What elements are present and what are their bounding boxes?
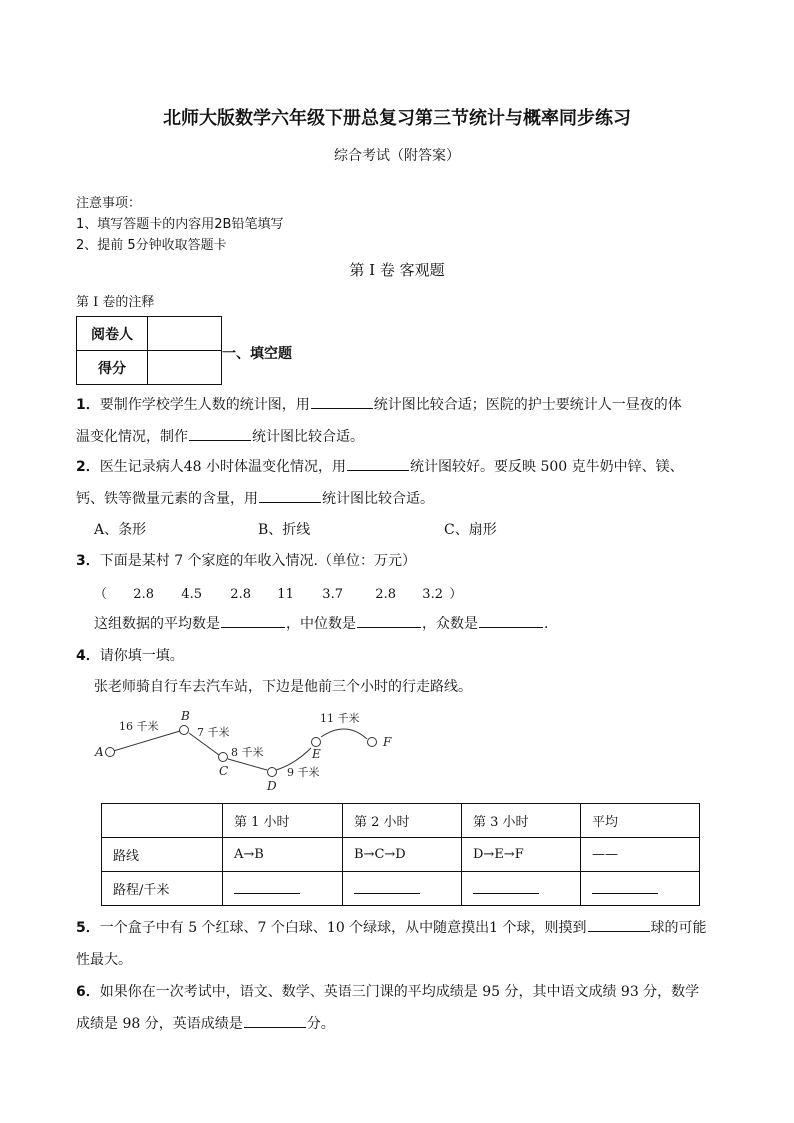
- question-3-line-2: 这组数据的平均数是 ，中位数是 ，众数是 .: [94, 613, 548, 633]
- route-point-c: C: [219, 764, 229, 778]
- route-point-e-icon: [312, 738, 321, 747]
- route-table: [101, 803, 700, 906]
- answer-blank[interactable]: [259, 488, 321, 503]
- part-title: 第 I 卷 客观题: [349, 261, 445, 279]
- answer-blank[interactable]: [311, 394, 373, 409]
- route-point-d: D: [267, 779, 277, 793]
- answer-blank[interactable]: [588, 917, 650, 932]
- question-number: 3．: [76, 553, 100, 569]
- question-3-line-1: 3．下面是某村 7 个家庭的年收入情况.（单位：万元）: [76, 553, 417, 569]
- question-5-line-1: 5．一个盒子中有 5 个红球、7 个白球、10 个绿球，从中随意摸出1 个球，则摸到 球的可能: [76, 917, 707, 937]
- table-cell: [581, 872, 700, 906]
- notice-item-1: 1、填写答题卡的内容用2B铅笔填写: [76, 217, 284, 232]
- page-subtitle: 综合考试（附答案）: [334, 148, 460, 164]
- question-number: 1．: [76, 397, 100, 413]
- route-point-d-icon: [268, 768, 277, 777]
- answer-blank[interactable]: [347, 456, 409, 471]
- segment-cd: 8 千米: [231, 746, 264, 759]
- reviewer-cell[interactable]: [148, 317, 222, 351]
- data-value: 4.5: [181, 587, 202, 602]
- question-2-line-1: 2．医生记录病人48 小时体温变化情况，用 统计图较好。要反映 500 克牛奶中锌、镁、: [76, 456, 684, 476]
- route-point-f: F: [383, 735, 392, 749]
- table-header-cell: 平均: [581, 804, 700, 838]
- question-4-line-1: 4．请你填一填。: [76, 648, 184, 664]
- answer-blank[interactable]: [221, 613, 285, 628]
- answer-blank[interactable]: [234, 879, 300, 894]
- section-title: 一、填空题: [222, 346, 292, 362]
- notice-heading: 注意事项：: [76, 196, 142, 211]
- notice-item-2: 2、提前 5分钟收取答题卡: [76, 238, 227, 253]
- question-1-line-1: 1．要制作学校学生人数的统计图，用 统计图比较合适；医院的护士要统计人一昼夜的体: [76, 394, 682, 414]
- question-1-line-2: 温变化情况，制作 统计图比较合适。: [76, 426, 364, 446]
- question-number: 4．: [76, 648, 100, 664]
- route-point-c-icon: [219, 753, 228, 762]
- answer-blank[interactable]: [592, 879, 658, 894]
- table-cell: A→B: [223, 838, 343, 872]
- question-number: 2．: [76, 459, 100, 475]
- question-6-line-1: 6．如果你在一次考试中，语文、数学、英语三门课的平均成绩是 95 分，其中语文成绩 93 分，数学: [76, 984, 700, 1000]
- answer-blank[interactable]: [357, 613, 421, 628]
- data-value: 3.2: [422, 587, 443, 602]
- segment-ab: 16 千米: [119, 720, 159, 733]
- option-a[interactable]: A、条形: [94, 522, 147, 538]
- route-point-a: A: [95, 745, 104, 759]
- reviewer-label: 阅卷人: [77, 317, 148, 351]
- route-map-diagram: [95, 704, 415, 793]
- question-number: 6．: [76, 984, 100, 1000]
- question-3-data: （ 2.8 4.5 2.8 11 3.7 2.8 3.2 ）: [94, 587, 463, 602]
- segment-ef: 11 千米: [320, 712, 360, 725]
- table-cell: [343, 872, 462, 906]
- score-label: 得分: [77, 351, 148, 385]
- table-row: [102, 872, 700, 906]
- table-header-cell: 第 3 小时: [462, 804, 581, 838]
- answer-blank[interactable]: [244, 1013, 306, 1028]
- route-point-a-icon: [106, 748, 115, 757]
- question-number: 5．: [76, 920, 100, 936]
- route-point-e: E: [312, 747, 321, 761]
- data-value: 11: [277, 587, 294, 602]
- data-value: 2.8: [375, 587, 396, 602]
- data-value: 3.7: [322, 587, 343, 602]
- table-cell: B→C→D: [343, 838, 462, 872]
- table-row: [102, 838, 700, 872]
- segment-de: 9 千米: [287, 766, 320, 779]
- answer-blank[interactable]: [479, 613, 543, 628]
- answer-blank[interactable]: [189, 426, 251, 441]
- score-cell[interactable]: [148, 351, 222, 385]
- part-note: 第 I 卷的注释: [76, 295, 155, 310]
- table-cell: ——: [581, 838, 700, 872]
- option-b[interactable]: B、折线: [258, 522, 311, 538]
- question-5-line-2: 性最大。: [76, 952, 132, 968]
- data-value: 2.8: [230, 587, 251, 602]
- route-point-f-icon: [368, 738, 377, 747]
- table-header-cell: 第 2 小时: [343, 804, 462, 838]
- table-cell: [223, 872, 343, 906]
- route-point-b: B: [181, 709, 190, 723]
- question-4-line-2: 张老师骑自行车去汽车站，下边是他前三个小时的行走路线。: [94, 679, 472, 695]
- option-c[interactable]: C、扇形: [444, 522, 497, 538]
- page-title: 北师大版数学六年级下册总复习第三节统计与概率同步练习: [163, 108, 631, 129]
- data-value: 2.8: [133, 587, 154, 602]
- table-cell: 路程/千米: [102, 872, 223, 906]
- table-cell: 路线: [102, 838, 223, 872]
- route-point-b-icon: [180, 726, 189, 735]
- table-cell: [462, 872, 581, 906]
- table-row: [102, 804, 700, 838]
- answer-blank[interactable]: [354, 879, 420, 894]
- table-header-cell: 第 1 小时: [223, 804, 343, 838]
- score-table: [76, 316, 222, 385]
- answer-blank[interactable]: [473, 879, 539, 894]
- segment-bc: 7 千米: [197, 726, 230, 739]
- table-header-cell: [102, 804, 223, 838]
- table-cell: D→E→F: [462, 838, 581, 872]
- question-6-line-2: 成绩是 98 分，英语成绩是 分。: [76, 1013, 335, 1033]
- question-2-line-2: 钙、铁等微量元素的含量，用 统计图比较合适。: [76, 488, 434, 508]
